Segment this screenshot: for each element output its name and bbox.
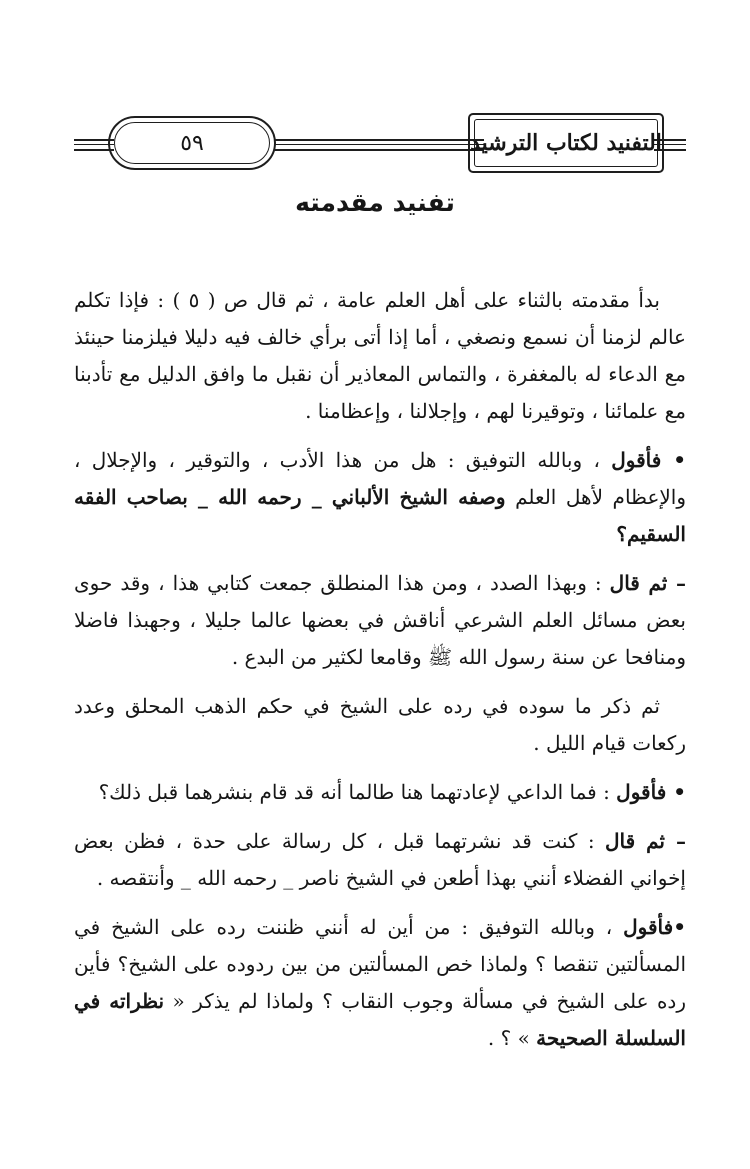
section-title: تفنيد مقدمته — [295, 188, 455, 217]
paragraph-text: ثم ذكر ما سوده في رده على الشيخ في حكم الذهب المحلق وعدد ركعات قيام الليل . — [74, 694, 686, 755]
paragraph-intro — [74, 282, 686, 430]
body-text — [74, 282, 686, 1069]
header-rule — [274, 144, 484, 145]
paragraph-lead: – ثم قال — [604, 829, 686, 853]
running-title: التفنيد لكتاب الترشيد — [470, 130, 662, 156]
header-rule — [274, 149, 484, 151]
header-rule — [274, 139, 484, 141]
paragraph-quote-1 — [74, 565, 686, 676]
paragraph-emphasis: نظراته في السلسلة الصحيحة — [74, 989, 686, 1050]
paragraph-lead: – ثم قال — [609, 571, 686, 595]
paragraph-lead: • فأقول — [616, 780, 686, 804]
paragraph-text: ، وبالله التوفيق : من أين له أنني ظننت رده على الشيخ في المسألتين تنقصا ؟ ولماذا خص المسألتين من بين ردوده على الشيخ؟ فأين رده على الشيخ في مسألة وجوب النقاب ؟ ولماذا لم يذكر « — [74, 915, 686, 1013]
paragraph-text: » ؟ . — [487, 1026, 537, 1050]
page-number-frame — [108, 116, 276, 170]
paragraph-lead: •فأقول — [623, 915, 686, 939]
paragraph-lead: • فأقول — [611, 448, 686, 472]
paragraph-text: : فما الداعي لإعادتهما هنا طالما أنه قد قام بنشرهما قبل ذلك؟ — [98, 780, 617, 804]
paragraph-reply-3 — [74, 909, 686, 1057]
paragraph-text: ، وبالله التوفيق : هل من هذا الأدب ، والتوقير ، والإجلال ، والإعظام لأهل العلم — [74, 448, 686, 509]
page-header — [74, 113, 686, 177]
paragraph-quote-2 — [74, 823, 686, 897]
paragraph-narration — [74, 688, 686, 762]
running-title-frame — [468, 113, 664, 173]
paragraph-reply-1 — [74, 442, 686, 553]
paragraph-text: بدأ مقدمته بالثناء على أهل العلم عامة ، ثم قال ص ( ٥ ) : فإذا تكلم عالم لزمنا أن نسمع ونصغي ، أما إذا أتى برأي خالف فيه دليلا فيلزمنا حينئذ مع الدعاء له بالمغفرة ، والتماس المعاذير أن نقبل ما وافق الدليل مع تأدبنا مع علمائنا ، وتوقيرنا لهم ، وإجلالنا ، وإعظامنا . — [74, 288, 686, 423]
paragraph-text: : وبهذا الصدد ، ومن هذا المنطلق جمعت كتابي هذا ، وقد حوى بعض مسائل العلم الشرعي أناقش في بعضها عالما جليلا ، وجهبذا فاضلا ومنافحا عن سنة رسول الله ﷺ وقامعا لكثير من البدع . — [74, 571, 686, 669]
paragraph-text: : كنت قد نشرتهما قبل ، كل رسالة على حدة ، فظن بعض إخواني الفضلاء أنني بهذا أطعن في الشيخ ناصر _ رحمه الله _ وأنتقصه . — [74, 829, 686, 890]
page-number: ٥٩ — [180, 130, 204, 156]
paragraph-reply-2 — [74, 774, 686, 811]
paragraph-emphasis: وصفه الشيخ الألباني _ رحمه الله _ بصاحب الفقه السقيم؟ — [74, 485, 686, 546]
